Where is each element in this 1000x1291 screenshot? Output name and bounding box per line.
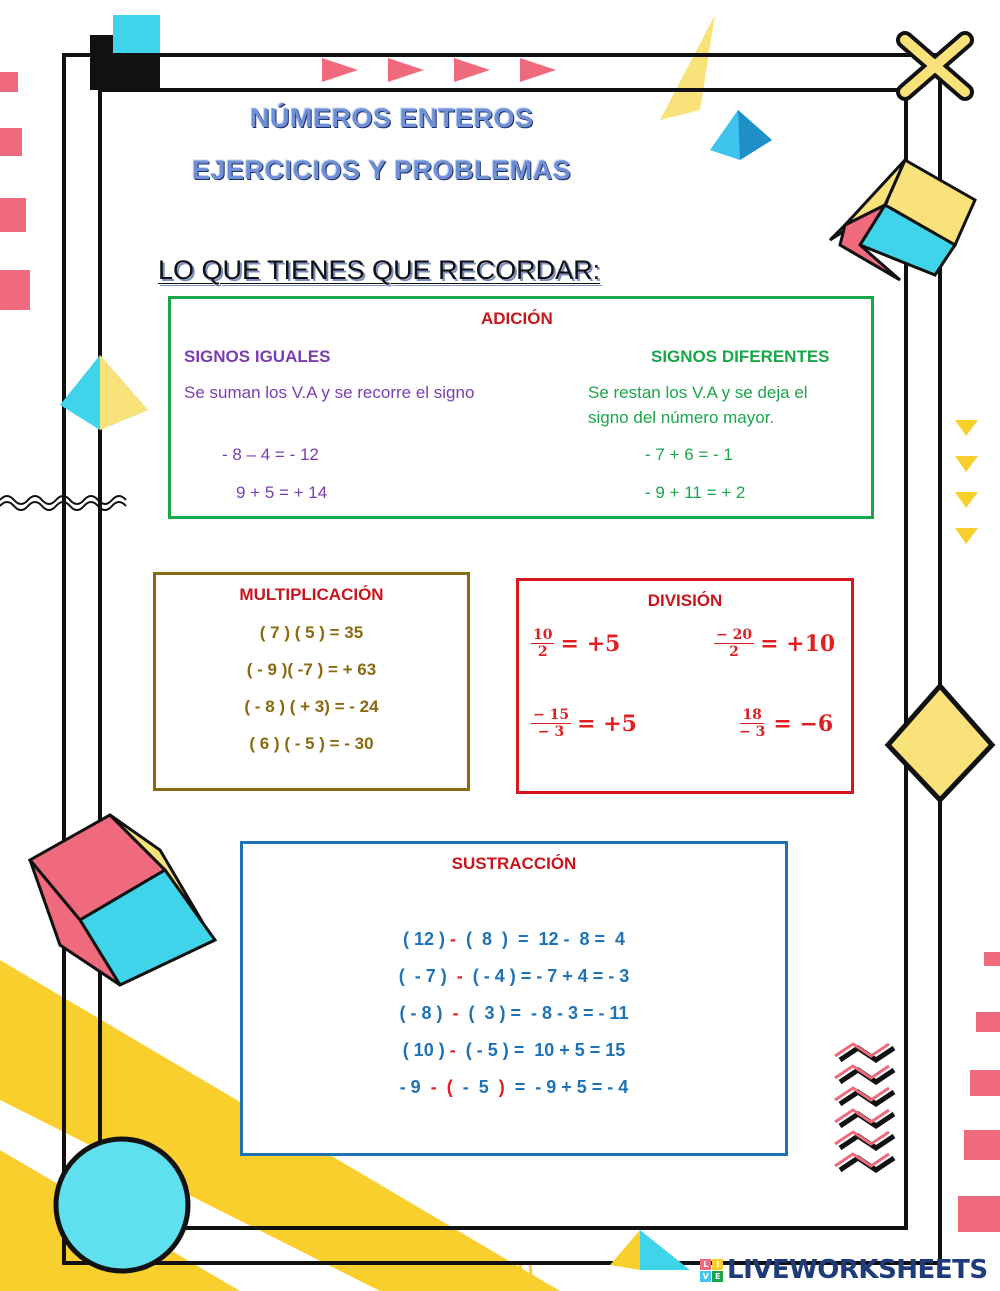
division-item-2-result: = +10 [760,630,836,657]
pink-squares-left [0,72,30,310]
pyramid-left [60,355,148,430]
division-item-1-den: 2 [537,644,548,660]
subtraction-line-5: - 9 - ( - 5 ) = - 9 + 5 = - 4 [399,1077,629,1097]
section-heading: LO QUE TIENES QUE RECORDAR: [158,255,601,285]
division-item-4-num: 18 [742,707,762,723]
subtraction-box [240,841,788,1156]
division-item-3 [531,707,637,740]
division-item-3-result: = +5 [577,710,637,737]
different-signs-rule-2: signo del número mayor. [588,408,775,427]
different-signs-example-1: - 7 + 6 = - 1 [645,445,733,464]
different-signs-example-2: - 9 + 11 = + 2 [645,483,746,502]
different-signs-label: SIGNOS DIFERENTES [651,347,830,366]
multiplication-title: MULTIPLICACIÓN [239,585,384,604]
division-item-4-den: − 3 [739,724,766,740]
x-shape [905,40,965,92]
division-item-4-result: = −6 [773,710,834,737]
zigzags [835,1044,894,1170]
same-signs-example-1: - 8 – 4 = - 12 [222,445,319,464]
division-title: DIVISIÓN [647,591,723,610]
pink-triangles-top [322,58,556,82]
cyan-circle [56,1139,188,1271]
cube-top-right [830,160,975,280]
yellow-sliver-top [660,15,715,120]
pink-squares-right [958,952,1000,1232]
subtraction-line-4: ( 10 ) - ( - 5 ) = 10 + 5 = 15 [402,1040,626,1060]
multiplication-line-2: ( - 9 )( -7 ) = + 63 [246,660,377,679]
division-box [516,578,854,794]
cyan-square [113,15,160,53]
subtraction-line-1: ( 12 ) - ( 8 ) = 12 - 8 = 4 [402,929,626,949]
same-signs-example-2: 9 + 5 = + 14 [236,483,328,502]
multiplication-line-1: ( 7 ) ( 5 ) = 35 [259,623,364,642]
logo-mark-icon: L I V E [700,1259,723,1282]
division-item-1 [531,627,620,660]
division-item-2-num: − 20 [716,627,753,643]
addition-title: ADICIÓN [481,309,553,328]
same-signs-rule: Se suman los V.A y se recorre el signo [184,383,475,402]
yellow-triangles-right [955,420,978,544]
pyramid-bottom [610,1230,690,1270]
addition-box [168,296,874,519]
multiplication-box [153,572,470,791]
division-item-2-den: 2 [729,644,739,660]
division-item-1-num: 10 [533,627,553,643]
subtraction-title: SUSTRACCIÓN [451,854,577,873]
title-line-2: EJERCICIOS Y PROBLEMAS [192,155,572,185]
division-item-2 [714,627,835,660]
division-item-3-num: − 15 [533,707,570,723]
subtraction-line-2: ( - 7 ) - ( - 4 ) = - 7 + 4 = - 3 [398,966,630,986]
multiplication-line-4: ( 6 ) ( - 5 ) = - 30 [249,734,374,753]
title-line-1: NÚMEROS ENTEROS [250,103,534,133]
different-signs-rule-1: Se restan los V.A y se deja el [588,383,808,402]
same-signs-label: SIGNOS IGUALES [184,347,331,366]
division-item-3-den: − 3 [537,724,565,740]
multiplication-line-3: ( - 8 ) ( + 3) = - 24 [244,697,379,716]
division-item-1-result: = +5 [560,630,621,657]
yellow-diamond [888,686,992,800]
logo-text: LIVEWORKSHEETS [727,1255,988,1285]
subtraction-line-3: ( - 8 ) - ( 3 ) = - 8 - 3 = - 11 [399,1003,629,1023]
division-item-4 [737,707,833,740]
cube-left [30,815,215,985]
liveworksheets-logo[interactable] [700,1255,988,1285]
